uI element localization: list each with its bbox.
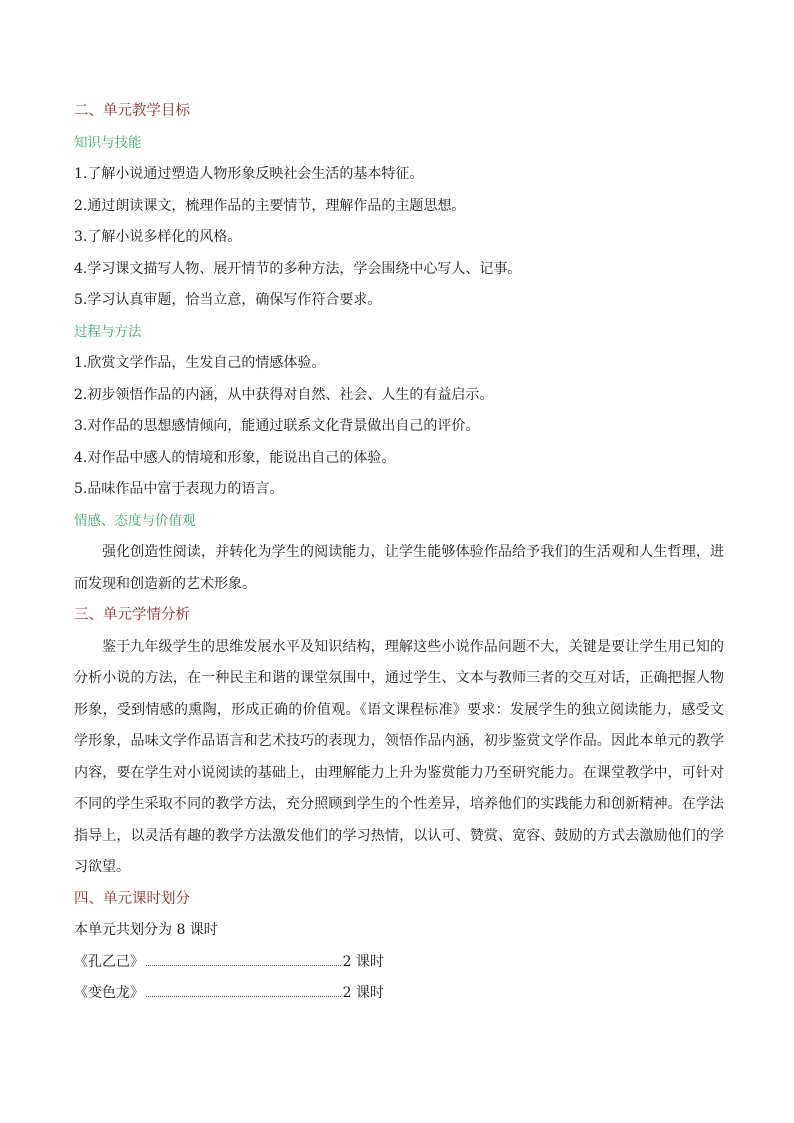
schedule-row: [74, 978, 384, 1010]
document-page: [74, 96, 724, 1010]
dot-leader: [146, 964, 341, 966]
subheading-emotion-values: 情感、态度与价值观: [74, 512, 196, 529]
list-item: 2.通过朗读课文，梳理作品的主要情节，理解作品的主题思想。: [74, 197, 466, 214]
subheading-knowledge-skills: 知识与技能: [74, 134, 142, 151]
list-item: 4.学习课文描写人物、展开情节的多种方法，学会围绕中心写人、记事。: [74, 260, 522, 277]
list-item: 4.对作品中感人的情境和形象，能说出自己的体验。: [74, 449, 396, 466]
list-item: 1.欣赏文学作品，生发自己的情感体验。: [74, 355, 326, 371]
list-item: 3.对作品的思想感情倾向，能通过联系文化背景做出自己的评价。: [74, 418, 480, 434]
schedule-row: [74, 947, 384, 979]
section-heading-student-analysis: 三、单元学情分析: [74, 607, 190, 623]
list-item: 3.了解小说多样化的风格。: [74, 229, 242, 245]
schedule-title: 《孔乙己》: [74, 953, 144, 970]
list-item: 5.品味作品中富于表现力的语言。: [74, 481, 284, 497]
subheading-process-methods: 过程与方法: [74, 323, 142, 340]
student-analysis-paragraph: 鉴于九年级学生的思维发展水平及知识结构，理解这些小说作品问题不大，关键是要让学生用已知的分析小说的方法，在一种民主和谐的课堂氛围中，通过学生、文本与教师三者的交互对话，正确把握人物形象，受到情感的熏陶，形成正确的价值观。《语文课程标准》要求：发展学生的独立阅读能力，感受文学形象，品味文学作品语言和艺术技巧的表现力，领悟作品内涵，初步鉴赏文学作品。因此本单元的教学内容，要在学生对小说阅读的基础上，由理解能力上升为鉴赏能力乃至研究能力。在课堂教学中，可针对不同的学生采取不同的教学方法，充分照顾到学生的个性差异，培养他们的实践能力和创新精神。在学法指导上，以灵活有趣的教学方法激发他们的学习热情，以认可、赞赏、宽容、鼓励的方式去激励他们的学习欲望。: [74, 638, 724, 875]
list-item: 2.初步领悟作品的内涵，从中获得对自然、社会、人生的有益启示。: [74, 386, 494, 403]
section-heading-teaching-goals: 二、单元教学目标: [74, 103, 190, 119]
schedule-title: 《变色龙》: [74, 985, 144, 1001]
emotion-paragraph: 强化创造性阅读，并转化为学生的阅读能力，让学生能够体验作品给予我们的生活观和人生哲理，进而发现和创造新的艺术形象。: [74, 544, 724, 592]
schedule-hours: 2 课时: [342, 953, 384, 970]
list-item: 1.了解小说通过塑造人物形象反映社会生活的基本特征。: [74, 166, 424, 182]
section-heading-lesson-division: 四、单元课时划分: [74, 890, 190, 907]
list-item: 5.学习认真审题，恰当立意，确保写作符合要求。: [74, 292, 382, 308]
lesson-division-intro: 本单元共划分为 8 课时: [74, 922, 218, 938]
schedule-hours: 2 课时: [342, 985, 384, 1001]
dot-leader: [146, 995, 341, 997]
